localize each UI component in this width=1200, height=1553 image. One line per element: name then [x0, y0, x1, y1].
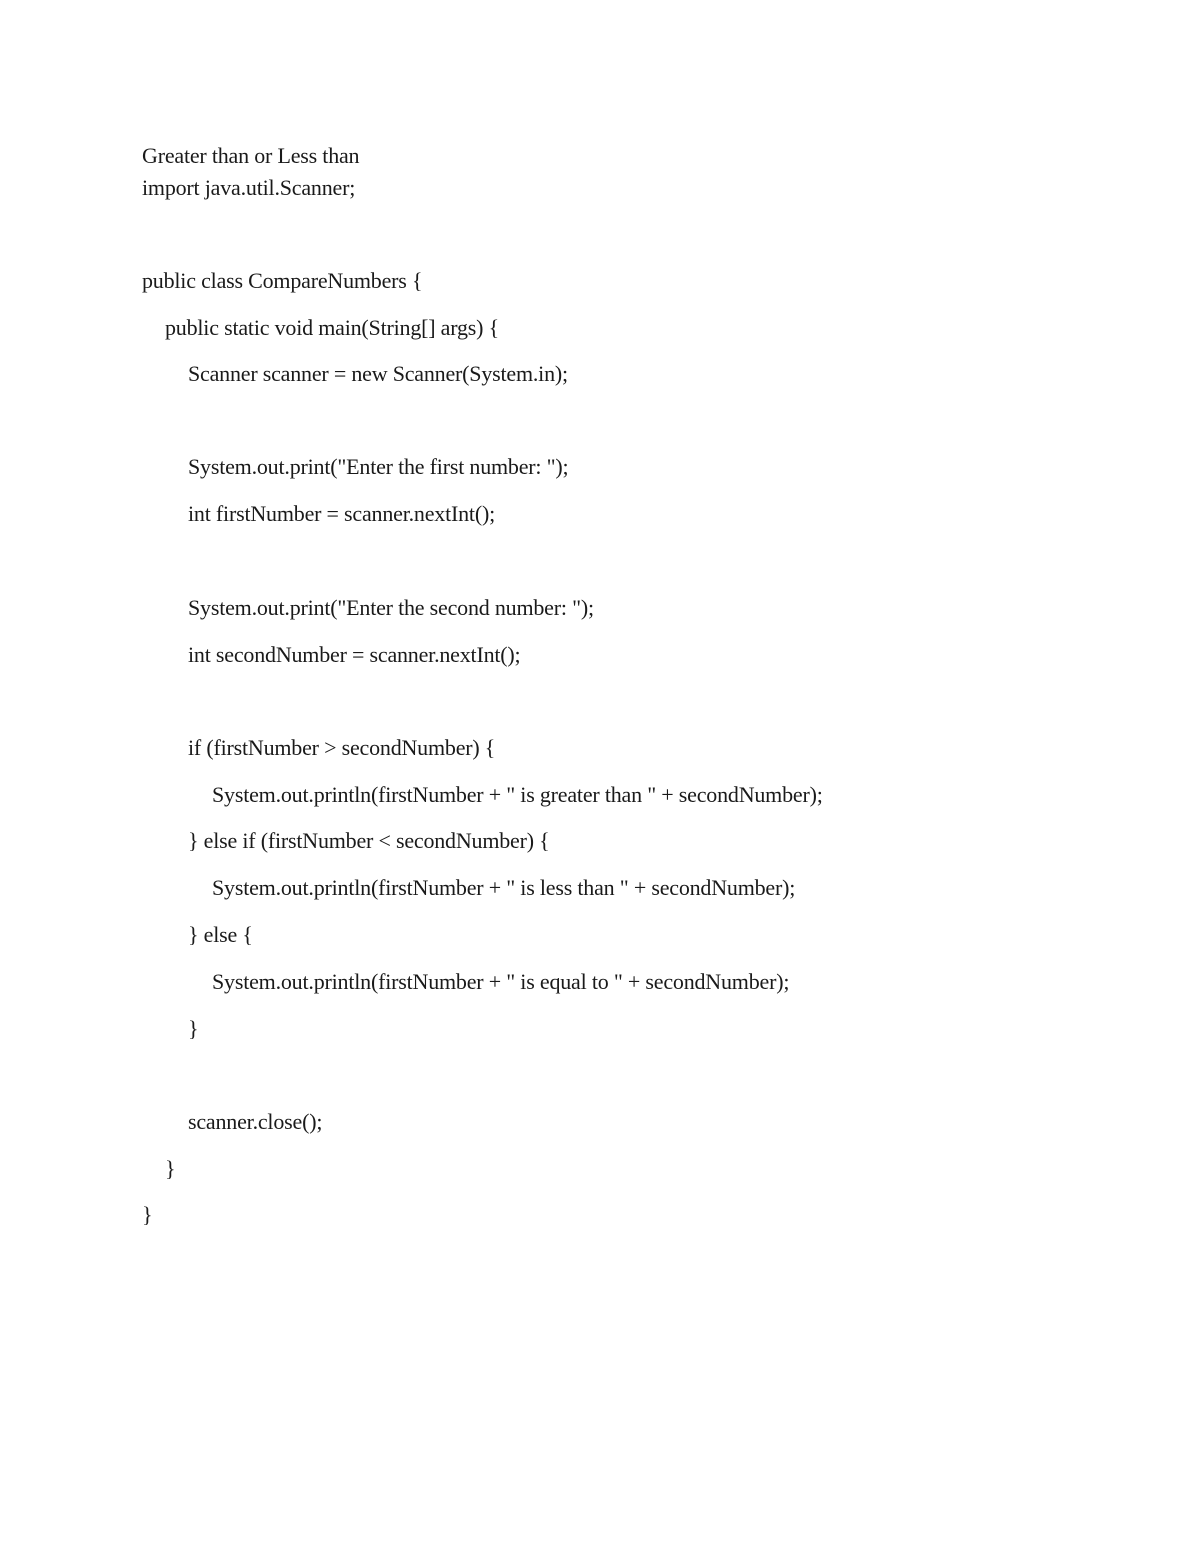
- code-line-import: import java.util.Scanner;: [142, 175, 356, 200]
- code-line-print-equal: System.out.println(firstNumber + " is equal to " + secondNumber);: [212, 969, 790, 994]
- code-line-scanner-close: scanner.close();: [188, 1109, 323, 1134]
- code-line-scanner-init: Scanner scanner = new Scanner(System.in);: [188, 361, 568, 386]
- code-line-else: } else {: [188, 922, 253, 947]
- code-line-close-class: }: [142, 1202, 153, 1227]
- code-line-main-method: public static void main(String[] args) {: [165, 315, 499, 340]
- code-line-prompt-second: System.out.print("Enter the second number: ");: [188, 595, 594, 620]
- code-line-if-greater: if (firstNumber > secondNumber) {: [188, 735, 496, 760]
- code-line-close-if: }: [188, 1016, 199, 1041]
- code-line-else-if-less: } else if (firstNumber < secondNumber) {: [188, 828, 550, 853]
- document-title: Greater than or Less than: [142, 143, 360, 168]
- code-line-print-less: System.out.println(firstNumber + " is less than " + secondNumber);: [212, 875, 796, 900]
- code-line-read-first: int firstNumber = scanner.nextInt();: [188, 501, 496, 526]
- code-line-prompt-first: System.out.print("Enter the first number: ");: [188, 454, 569, 479]
- code-line-class-declaration: public class CompareNumbers {: [142, 268, 423, 293]
- code-line-print-greater: System.out.println(firstNumber + " is greater than " + secondNumber);: [212, 782, 823, 807]
- code-line-close-method: }: [165, 1156, 176, 1181]
- code-line-read-second: int secondNumber = scanner.nextInt();: [188, 642, 521, 667]
